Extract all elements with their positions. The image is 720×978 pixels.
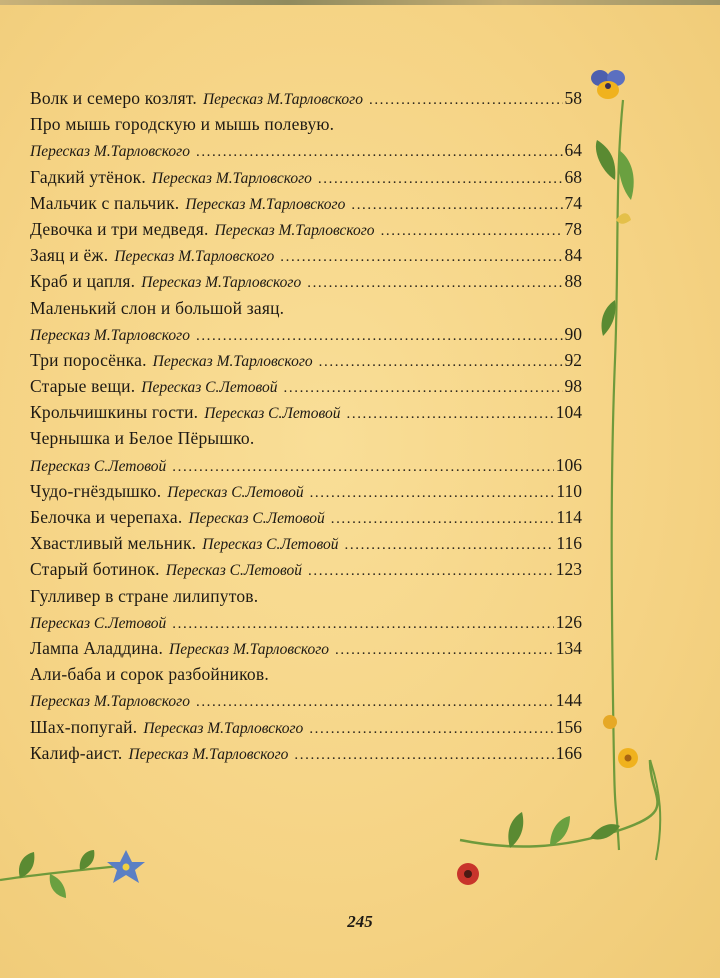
dot-leader [318, 171, 563, 188]
toc-author: Пересказ М.Тарловского [114, 248, 275, 266]
toc-author: Пересказ М.Тарловского [30, 693, 190, 711]
dot-leader [196, 144, 563, 161]
toc-page-number: 74 [564, 192, 582, 213]
toc-author: Пересказ С.Летовой [188, 510, 325, 527]
toc-page-number: 98 [564, 376, 582, 397]
toc-title: Белочка и черепаха. [30, 507, 183, 527]
corner-flower-cluster [450, 700, 680, 900]
toc-row [30, 324, 582, 350]
toc-title: Три поросёнка. [30, 349, 147, 370]
toc-row [30, 428, 582, 454]
dot-leader [307, 275, 562, 292]
dot-leader [319, 354, 563, 371]
dot-leader [369, 92, 563, 109]
toc-author: Пересказ С.Летовой [204, 405, 341, 423]
toc-page-number: 144 [555, 690, 582, 711]
leaf-icon [80, 850, 95, 870]
toc-row [30, 481, 582, 507]
toc-title: Маленький слон и большой заяц. [30, 297, 285, 318]
dot-leader [310, 485, 555, 502]
toc-title: Краб и цапля. [30, 271, 136, 292]
toc-author: Пересказ С.Летовой [165, 562, 303, 580]
toc-page-number: 68 [564, 166, 582, 187]
yellow-flower-icon [618, 748, 638, 768]
toc-page-number: 123 [555, 559, 582, 580]
toc-page-number: 104 [555, 402, 582, 423]
toc-page-number: 114 [556, 507, 582, 527]
toc-author: Пересказ М.Тарловского [141, 274, 302, 292]
dot-leader [335, 642, 554, 659]
toc-row [30, 245, 582, 271]
leaf-icon [19, 852, 34, 878]
toc-title: Заяц и ёж. [30, 245, 109, 266]
toc-row [30, 167, 582, 193]
dot-leader [172, 616, 553, 633]
toc-title: Крольчишкины гости. [30, 402, 199, 423]
toc-title: Хвастливый мельник. [30, 533, 197, 554]
toc-title: Гадкий утёнок. [30, 166, 146, 187]
toc-row [30, 298, 582, 324]
table-of-contents [30, 88, 582, 769]
toc-title: Старый ботинок. [30, 559, 160, 580]
toc-row [30, 140, 582, 166]
toc-author: Пересказ М.Тарловского [128, 745, 289, 763]
dot-leader [308, 563, 554, 580]
toc-title: Чудо-гнёздышко. [30, 480, 162, 501]
toc-row [30, 612, 582, 638]
leaf-icon [550, 816, 570, 846]
toc-title: Лампа Аладдина. [30, 637, 164, 658]
toc-author: Пересказ М.Тарловского [143, 719, 304, 737]
page-number: 245 [347, 912, 373, 931]
dot-leader [351, 197, 562, 214]
left-flower-sprig [0, 840, 150, 910]
toc-author: Пересказ М.Тарловского [185, 195, 346, 213]
dot-leader [284, 380, 563, 397]
toc-page-number: 78 [564, 218, 582, 239]
toc-row [30, 586, 582, 612]
toc-page-number: 126 [555, 611, 582, 632]
toc-row [30, 507, 582, 533]
toc-row [30, 271, 582, 297]
toc-page-number: 84 [564, 245, 582, 266]
toc-row [30, 376, 582, 402]
toc-page-number: 116 [556, 533, 582, 554]
toc-author: Пересказ С.Летовой [141, 379, 278, 397]
toc-title: Волк и семеро козлят. [30, 88, 197, 108]
toc-title: Гулливер в стране лилипутов. [30, 585, 259, 606]
toc-author: Пересказ М.Тарловского [169, 640, 330, 658]
leaf-icon [602, 300, 616, 336]
red-poppy-icon [457, 863, 479, 885]
toc-author: Пересказ М.Тарловского [30, 143, 190, 161]
toc-author: Пересказ С.Летовой [167, 483, 304, 501]
toc-row [30, 402, 582, 428]
toc-title: Старые вещи. [30, 376, 136, 397]
toc-title: Али-баба и сорок разбойников. [30, 664, 269, 685]
toc-row [30, 219, 582, 245]
toc-page-number: 166 [555, 742, 582, 763]
toc-page-number: 88 [564, 271, 582, 292]
toc-title: Чернышка и Белое Пёрышко. [30, 428, 255, 449]
toc-row [30, 559, 582, 585]
toc-page-number: 106 [555, 454, 582, 475]
toc-row [30, 664, 582, 690]
toc-author: Пересказ М.Тарловского [151, 169, 312, 187]
dot-leader [196, 328, 563, 345]
yellow-flower-icon [603, 715, 617, 729]
toc-title: Мальчик с пальчик. [30, 192, 180, 213]
top-edge-strip [0, 0, 720, 5]
toc-author: Пересказ С.Летовой [30, 457, 167, 475]
toc-page-number: 64 [564, 140, 582, 161]
toc-page-number: 92 [564, 349, 582, 370]
toc-row [30, 533, 582, 559]
toc-row [30, 638, 582, 664]
dot-leader [345, 537, 555, 554]
leaf-icon [508, 812, 523, 848]
dot-leader [347, 406, 554, 423]
toc-title: Девочка и три медведя. [30, 218, 209, 239]
toc-row [30, 114, 582, 140]
toc-page-number: 134 [555, 637, 582, 658]
dot-leader [381, 223, 563, 240]
dot-leader [331, 511, 555, 528]
toc-page-number: 58 [564, 88, 582, 108]
toc-author: Пересказ М.Тарловского [30, 326, 190, 344]
toc-page-number: 110 [556, 480, 582, 501]
toc-author: Пересказ С.Летовой [30, 614, 167, 632]
toc-row [30, 350, 582, 376]
toc-row [30, 88, 582, 114]
blue-flower-icon [107, 850, 145, 883]
toc-title: Про мышь городскую и мышь полевую. [30, 114, 335, 135]
dot-leader [280, 249, 562, 266]
toc-page-number: 156 [555, 716, 582, 737]
leaf-icon [619, 150, 634, 200]
toc-author: Пересказ С.Летовой [202, 536, 339, 554]
toc-row [30, 455, 582, 481]
pansy-icon [586, 62, 630, 106]
toc-author: Пересказ М.Тарловского [202, 91, 363, 108]
leaf-icon [596, 140, 615, 180]
toc-row [30, 193, 582, 219]
toc-title: Шах-попугай. [30, 716, 138, 737]
dot-leader [172, 459, 553, 476]
leaf-icon [50, 874, 66, 898]
toc-page-number: 90 [564, 323, 582, 344]
toc-author: Пересказ М.Тарловского [152, 352, 313, 370]
toc-title: Калиф-аист. [30, 742, 123, 763]
toc-author: Пересказ М.Тарловского [214, 221, 375, 239]
